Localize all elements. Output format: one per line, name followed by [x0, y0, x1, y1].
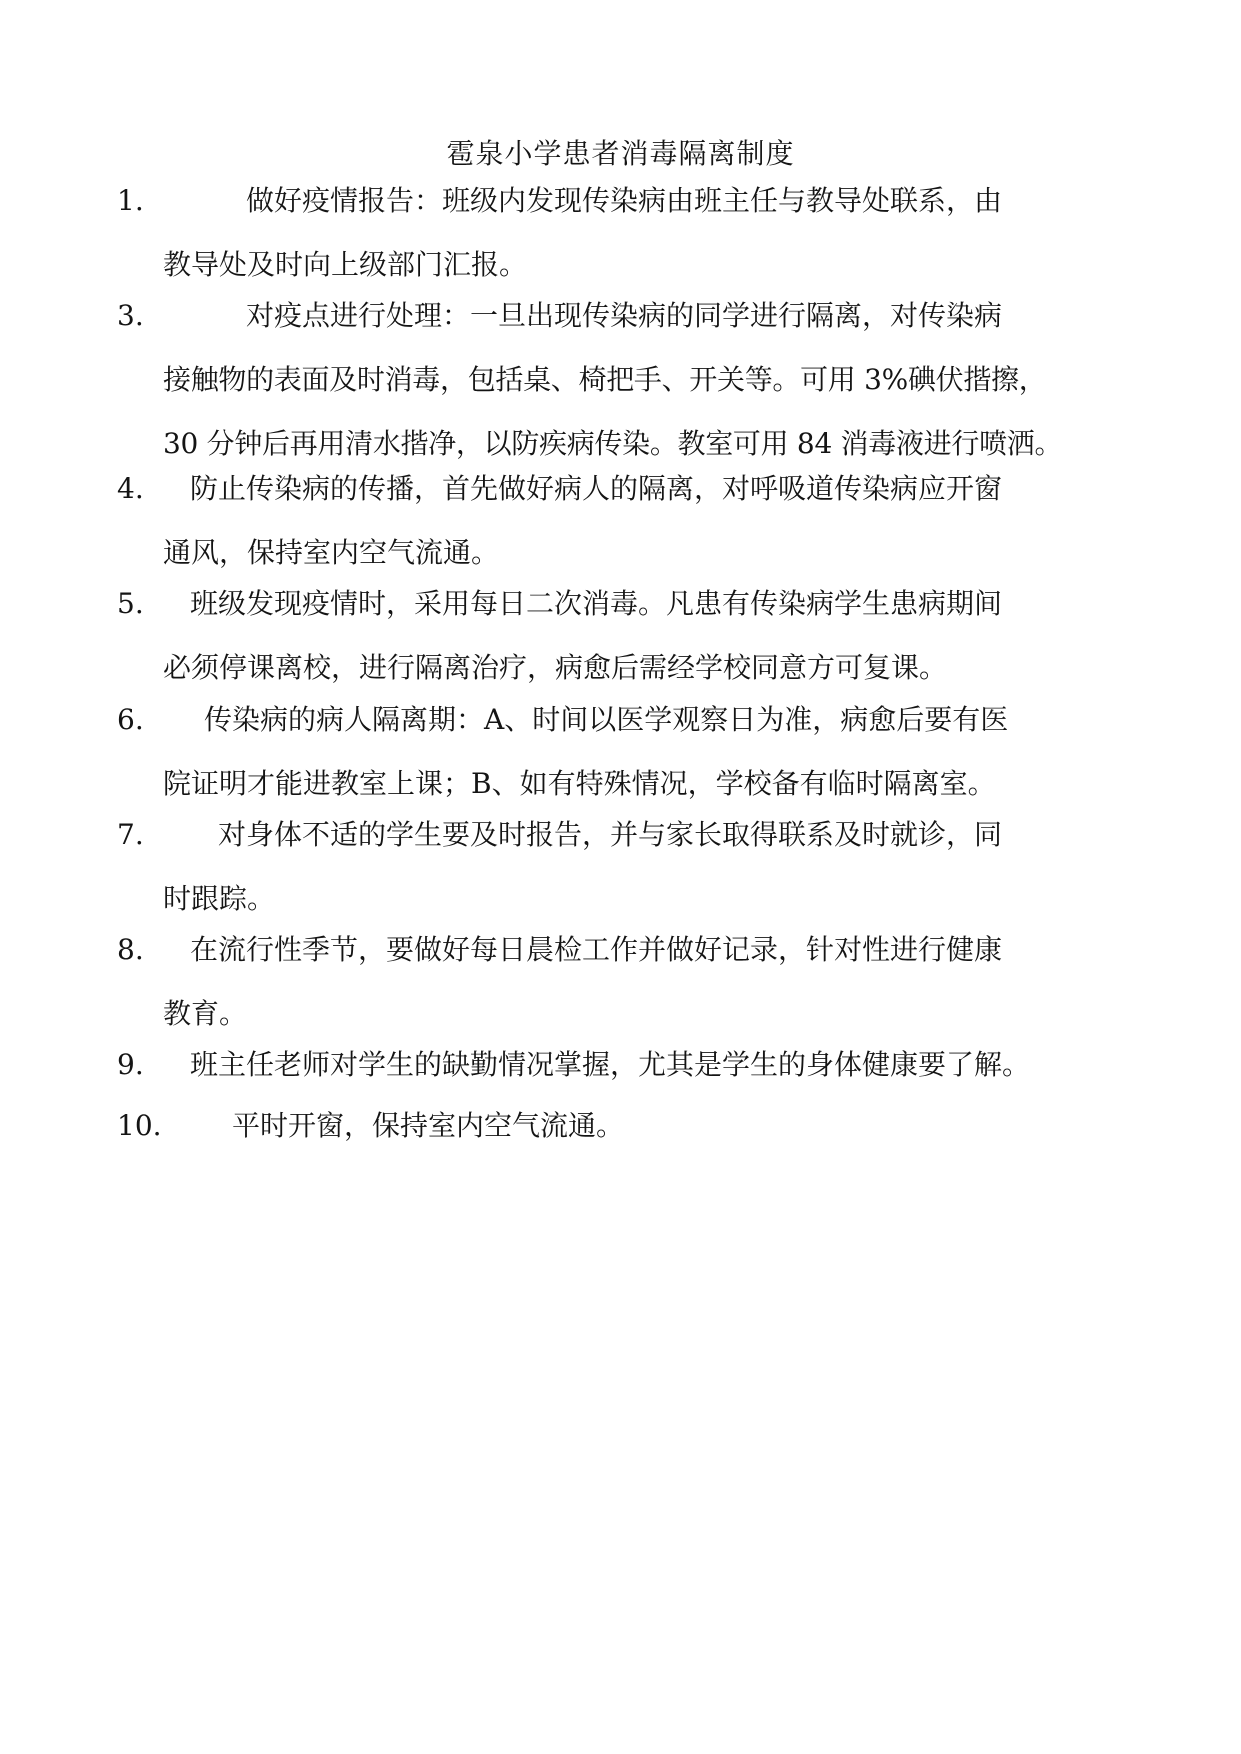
- item-text-line: 院证明才能进教室上课；B、如有特殊情况，学校备有临时隔离室。: [163, 767, 996, 800]
- item-text-line: 教育。: [163, 997, 248, 1030]
- item-text-line: 接触物的表面及时消毒，包括桌、椅把手、开关等。可用 3%碘伏揩擦，: [163, 363, 1047, 396]
- item-text-line: 在流行性季节，要做好每日晨检工作并做好记录，针对性进行健康: [190, 933, 1003, 966]
- item-text-line: 做好疫情报告：班级内发现传染病由班主任与教导处联系，由: [246, 184, 1003, 217]
- item-text-line: 班主任老师对学生的缺勤情况掌握，尤其是学生的身体健康要了解。: [190, 1048, 1031, 1081]
- item-number: 10.: [117, 1109, 162, 1142]
- item-text-line: 教导处及时向上级部门汇报。: [163, 248, 528, 281]
- item-number: 4.: [117, 472, 144, 505]
- item-text-line: 对身体不适的学生要及时报告，并与家长取得联系及时就诊，同: [218, 818, 1003, 851]
- item-text-line: 传染病的病人隔离期：A、时间以医学观察日为准，病愈后要有医: [204, 703, 1009, 736]
- item-number: 9.: [117, 1048, 144, 1081]
- item-number: 6.: [117, 703, 144, 736]
- item-text-line: 时跟踪。: [163, 882, 276, 915]
- item-text-line: 班级发现疫情时，采用每日二次消毒。凡患有传染病学生患病期间: [190, 587, 1003, 620]
- item-text-line: 必须停课离校，进行隔离治疗，病愈后需经学校同意方可复课。: [163, 651, 948, 684]
- item-number: 7.: [117, 818, 144, 851]
- item-number: 8.: [117, 933, 144, 966]
- item-text-line: 对疫点进行处理：一旦出现传染病的同学进行隔离，对传染病: [246, 299, 1003, 332]
- item-text-line: 平时开窗，保持室内空气流通。: [232, 1109, 625, 1142]
- item-text-line: 防止传染病的传播，首先做好病人的隔离，对呼吸道传染病应开窗: [190, 472, 1003, 505]
- item-number: 5.: [117, 587, 144, 620]
- item-number: 1.: [117, 184, 144, 217]
- item-text-line: 30 分钟后再用清水揩净，以防疾病传染。教室可用 84 消毒液进行喷洒。: [163, 427, 1063, 460]
- document-title: 雹泉小学患者消毒隔离制度: [446, 137, 795, 170]
- item-number: 3.: [117, 299, 144, 332]
- item-text-line: 通风，保持室内空气流通。: [163, 536, 500, 569]
